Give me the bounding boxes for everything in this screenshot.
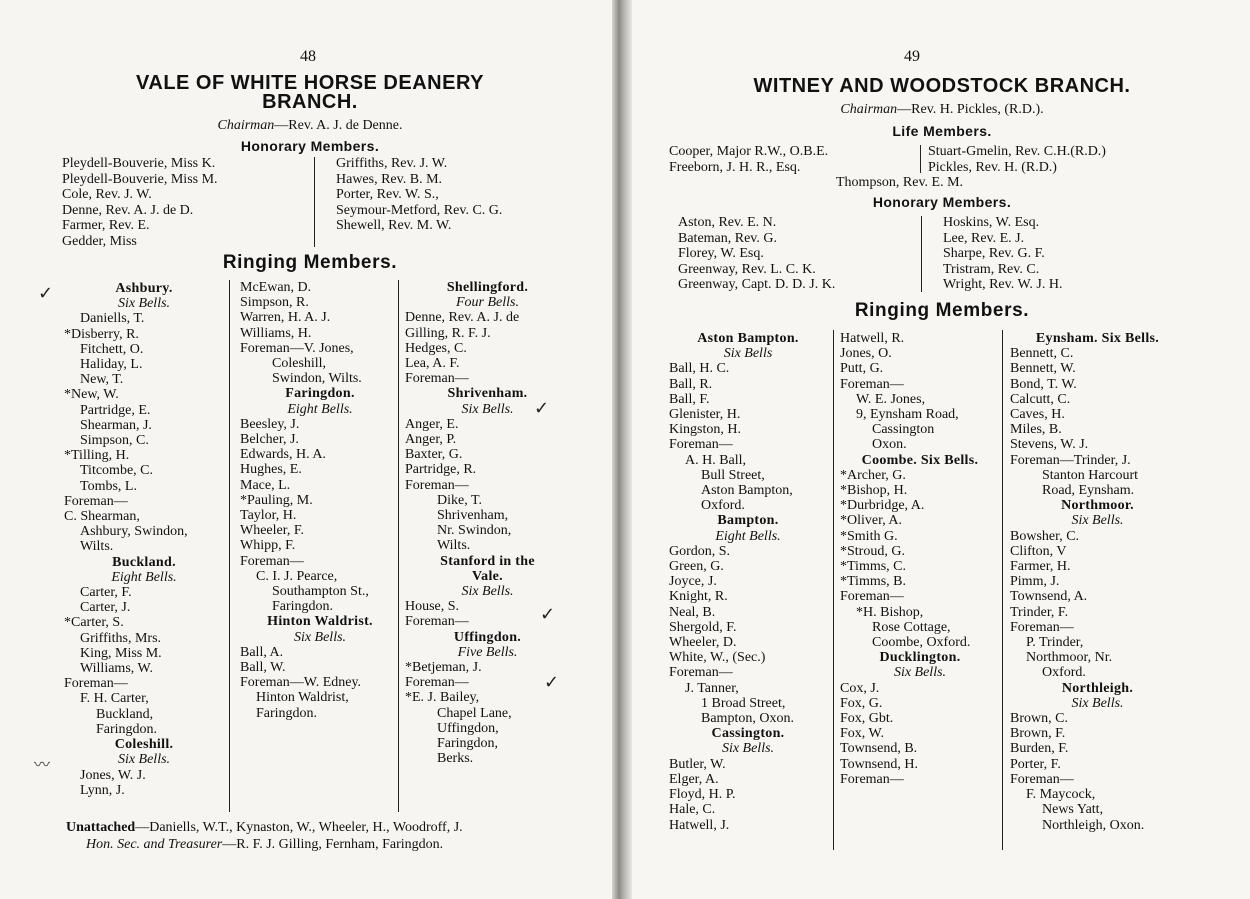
bell-count: Six Bells. (893, 665, 947, 681)
member-entry: Aston, Rev. E. N. (678, 215, 777, 230)
member-entry: Lea, A. F. (405, 356, 460, 372)
secretary-label: Hon. Sec. and Treasurer (86, 837, 223, 852)
member-entry: Aston Bampton, (701, 483, 793, 499)
member-entry: Fox, Gbt. (840, 711, 894, 727)
member-entry: C. I. J. Pearce, (256, 568, 338, 584)
member-entry: Hoskins, W. Esq. (943, 215, 1040, 230)
member-entry: Elger, A. (669, 771, 719, 787)
member-entry: Jones, O. (840, 346, 892, 362)
honorary-list-right (943, 215, 1062, 293)
member-entry: *Durbridge, A. (840, 498, 925, 514)
column-divider (314, 157, 315, 247)
member-entry: Porter, F. (1010, 756, 1061, 772)
member-entry: Wright, Rev. W. J. H. (943, 277, 1063, 292)
page-number: 48 (300, 48, 316, 65)
member-entry: J. Tanner, (685, 680, 739, 696)
member-entry: Shergold, F. (669, 619, 737, 635)
column-divider (921, 216, 922, 292)
member-entry: Simpson, R. (240, 295, 309, 311)
member-entry: King, Miss M. (80, 645, 162, 661)
member-entry: Carter, J. (80, 600, 131, 616)
member-entry: Ball, H. C. (669, 361, 730, 377)
bell-count: Eight Bells. (287, 401, 353, 417)
honorary-list-left (62, 156, 218, 249)
member-entry: Anger, P. (405, 432, 457, 448)
member-entry: Foreman— (669, 437, 733, 453)
member-entry: Lee, Rev. E. J. (943, 230, 1025, 246)
member-entry: Bond, T. W. (1010, 376, 1077, 392)
member-entry: Daniells, T. (80, 311, 145, 327)
bell-count: Five Bells. (457, 644, 518, 660)
honorary-list-left (678, 215, 835, 293)
bell-count: Six Bells. (461, 401, 514, 417)
member-entry: Lynn, J. (80, 782, 125, 798)
member-entry: Foreman— (405, 675, 469, 691)
member-entry: Neal, B. (669, 604, 716, 620)
member-entry: *Bishop, H. (840, 483, 908, 499)
member-entry: *Timms, B. (840, 574, 907, 590)
member-entry: Foreman— (840, 771, 904, 787)
member-entry: Cooper, Major R.W., O.B.E. (669, 144, 829, 159)
member-entry: Burden, F. (1010, 741, 1069, 757)
branch-title (60, 74, 560, 112)
member-entry: Nr. Swindon, (437, 523, 512, 539)
member-entry: Edwards, H. A. (240, 447, 326, 463)
member-entry: F. Maycock, (1026, 787, 1096, 803)
member-entry: Ball, F. (669, 391, 710, 407)
member-entry: New, T. (80, 372, 124, 388)
tower-name: Buckland. (112, 554, 176, 570)
member-entry: Bull Street, (701, 467, 765, 483)
member-entry: Foreman— (64, 493, 128, 509)
member-entry: Oxford. (1042, 665, 1086, 681)
chairman-label: Chairman (217, 118, 275, 133)
bell-count: Six Bells. (721, 741, 775, 757)
bell-count: Six Bells. (461, 584, 514, 600)
member-entry: Calcutt, C. (1010, 391, 1071, 407)
member-entry: *New, W. (64, 387, 119, 403)
bell-count: Four Bells. (456, 295, 519, 311)
member-entry: Fox, G. (840, 695, 883, 711)
member-entry: Gilling, R. F. J. (405, 325, 491, 341)
member-entry: Ashbury, Swindon, (80, 524, 188, 540)
member-entry: Anger, E. (405, 416, 459, 432)
member-entry: Hatwell, R. (840, 331, 905, 346)
member-entry: Hedges, C. (405, 340, 467, 356)
member-entry: Bampton, Oxon. (701, 711, 794, 727)
member-entry: Foreman—V. Jones, (240, 340, 354, 356)
member-entry: *Pauling, M. (240, 492, 313, 508)
book-gutter (612, 0, 632, 899)
member-entry: Foreman— (1010, 771, 1074, 787)
member-entry: *Archer, G. (840, 467, 906, 483)
member-entry: Pleydell-Bouverie, Miss M. (62, 171, 218, 187)
member-entry: *Oliver, A. (840, 513, 903, 529)
unattached-label: Unattached (66, 820, 136, 835)
column-divider (1002, 330, 1003, 850)
chairman-line (672, 102, 1212, 118)
column-divider (229, 280, 230, 812)
member-entry: Hughes, E. (240, 462, 302, 478)
member-entry: Oxford. (701, 498, 745, 514)
member-entry: A. H. Ball, (685, 452, 747, 468)
member-entry: Fox, W. (840, 726, 884, 742)
member-entry: Northleigh, Oxon. (1042, 817, 1145, 833)
member-entry: *Disberry, R. (64, 326, 139, 342)
member-entry: Butler, W. (669, 756, 726, 772)
member-entry: Ball, W. (240, 660, 286, 676)
column-divider (398, 280, 399, 812)
ringing-column-2 (840, 331, 1000, 787)
member-entry: Griffiths, Mrs. (80, 630, 162, 646)
pencil-tick-mark: ✓ (534, 398, 550, 419)
member-entry: Faringdon. (272, 599, 334, 615)
life-list-left (669, 144, 828, 175)
member-entry: Glenister, H. (669, 407, 741, 423)
member-entry: Brown, C. (1010, 711, 1068, 727)
member-entry: Fitchett, O. (80, 341, 144, 357)
member-entry: Stevens, W. J. (1010, 437, 1089, 453)
life-list-right (928, 144, 1106, 175)
left-page (0, 0, 612, 899)
branch-title: WITNEY AND WOODSTOCK BRANCH. (753, 75, 1131, 97)
member-entry: Wilts. (437, 538, 471, 554)
member-entry: Titcombe, C. (80, 463, 153, 479)
member-entry: Belcher, J. (240, 432, 299, 448)
member-entry: Stuart-Gmelin, Rev. C.H.(R.D.) (928, 144, 1106, 159)
pencil-tick-mark: ✓ (544, 672, 560, 693)
pencil-scribble-mark: 〰 (34, 755, 51, 774)
member-entry: Foreman— (64, 676, 128, 692)
member-entry: 1 Broad Street, (701, 695, 786, 711)
member-entry: Foreman—W. Edney. (240, 675, 362, 691)
member-entry: Porter, Rev. W. S., (336, 187, 439, 202)
bell-count: Six Bells. (1071, 695, 1124, 711)
right-page (632, 0, 1250, 899)
tower-name: Shrivenham. (447, 386, 528, 402)
member-entry: *H. Bishop, (856, 604, 924, 620)
member-entry: News Yatt, (1042, 802, 1104, 818)
column-divider (833, 330, 834, 850)
member-entry: Foreman— (240, 553, 304, 569)
member-entry: F. H. Carter, (80, 691, 149, 707)
member-entry: Hinton Waldrist, (256, 690, 349, 706)
member-entry: Freeborn, J. H. R., Esq. (669, 159, 801, 175)
tower-name: Ashbury. (115, 281, 173, 296)
member-entry: Joyce, J. (669, 574, 717, 590)
member-entry: Baxter, G. (405, 447, 463, 463)
unattached-line (66, 820, 463, 836)
chairman-line (60, 118, 560, 134)
tower-name: Northleigh. (1061, 680, 1134, 696)
life-member-center: Thompson, Rev. E. M. (836, 175, 964, 190)
member-entry: *E. J. Bailey, (405, 690, 480, 706)
member-entry: Ball, R. (669, 376, 713, 392)
member-entry: Wilts. (80, 539, 114, 555)
member-entry: Chapel Lane, (437, 705, 512, 721)
member-entry: Williams, H. (240, 325, 312, 341)
member-entry: Beesley, J. (240, 416, 300, 432)
member-entry: Bateman, Rev. G. (678, 230, 778, 246)
member-entry: Sharpe, Rev. G. F. (943, 246, 1045, 261)
member-entry: P. Trinder, (1026, 635, 1084, 651)
member-entry: White, W., (Sec.) (669, 650, 766, 666)
member-entry: Wheeler, D. (669, 635, 737, 651)
ringing-heading: Ringing Members. (854, 300, 1030, 321)
tower-name: Eynsham. Six Bells. (1035, 331, 1160, 346)
member-entry: Townsend, A. (1010, 589, 1088, 605)
honorary-heading: Honorary Members. (872, 194, 1012, 210)
member-entry: Denne, Rev. A. J. de (405, 310, 520, 326)
member-entry: Hatwell, J. (669, 817, 730, 833)
member-entry: W. E. Jones, (856, 391, 926, 407)
member-entry: Gedder, Miss (62, 233, 137, 249)
member-entry: Knight, R. (669, 589, 728, 605)
member-entry: Farmer, Rev. E. (62, 218, 150, 233)
member-entry: Miles, B. (1010, 422, 1062, 438)
member-entry: Rose Cottage, (872, 619, 951, 635)
member-entry: Northmoor, Nr. (1026, 650, 1113, 666)
member-entry: *Betjeman, J. (405, 660, 482, 676)
tower-name: Northmoor. (1061, 498, 1134, 514)
member-entry: Foreman— (405, 477, 469, 493)
member-entry: Partridge, R. (405, 462, 477, 478)
member-entry: *Carter, S. (64, 615, 124, 631)
chairman-name: —Rev. H. Pickles, (R.D.). (897, 102, 1044, 117)
ringing-heading: Ringing Members. (222, 252, 398, 273)
member-entry: Greenway, Capt. D. D. J. K. (678, 277, 836, 292)
member-entry: Putt, G. (840, 361, 884, 377)
column-divider (920, 145, 921, 173)
member-entry: Cox, J. (840, 680, 880, 696)
member-entry: Ball, A. (240, 644, 284, 660)
member-entry: Florey, W. Esq. (678, 246, 764, 261)
member-entry: *Tilling, H. (64, 448, 130, 464)
member-entry: Denne, Rev. A. J. de D. (62, 202, 194, 218)
member-entry: Farmer, H. (1010, 559, 1071, 575)
member-entry: Gordon, S. (669, 543, 731, 559)
life-heading: Life Members. (892, 123, 992, 139)
member-entry: Wheeler, F. (240, 523, 305, 539)
member-entry: Tombs, L. (80, 478, 137, 494)
bell-count: Eight Bells. (111, 569, 177, 585)
member-entry: Foreman— (405, 614, 469, 630)
member-entry: Faringdon, (437, 736, 499, 752)
member-entry: Shewell, Rev. M. W. (336, 218, 452, 233)
member-entry: Simpson, C. (80, 433, 149, 449)
bell-count: Six Bells. (293, 629, 347, 645)
tower-name: Vale. (472, 568, 503, 584)
tower-name: Coombe. Six Bells. (861, 452, 979, 468)
member-entry: Jones, W. J. (80, 767, 146, 783)
member-entry: Uffingdon, (437, 720, 499, 736)
tower-name: Coleshill. (114, 737, 174, 753)
member-entry: Pimm, J. (1010, 574, 1060, 590)
ringing-column-1 (669, 331, 827, 833)
member-entry: Hawes, Rev. B. M. (336, 171, 443, 187)
member-entry: Oxon. (872, 437, 907, 453)
member-entry: Foreman—Trinder, J. (1010, 452, 1131, 468)
ringing-column-3 (1010, 331, 1185, 833)
bell-count: Six Bells. (117, 296, 171, 312)
member-entry: Trinder, F. (1010, 604, 1069, 620)
member-entry: Shearman, J. (80, 417, 152, 433)
ringing-column-2 (240, 280, 400, 721)
member-entry: Warren, H. A. J. (240, 310, 331, 326)
member-entry: McEwan, D. (240, 280, 312, 295)
member-entry: Foreman— (405, 371, 469, 387)
honorary-list-right (336, 156, 502, 234)
member-entry: Foreman— (1010, 619, 1074, 635)
secretary-line (86, 837, 443, 853)
bell-count: Six Bells (723, 346, 773, 362)
tower-name: Stanford in the (440, 553, 535, 569)
member-entry: Griffiths, Rev. J. W. (336, 156, 448, 171)
member-entry: Townsend, B. (840, 741, 918, 757)
unattached-names: —Daniells, W.T., Kynaston, W., Wheeler, H., Woodroff, J. (135, 820, 463, 835)
member-entry: Williams, W. (80, 661, 153, 677)
pencil-tick-mark: ✓ (540, 604, 556, 625)
member-entry: House, S. (405, 599, 460, 615)
member-entry: Buckland, (96, 706, 154, 722)
ringing-column-3 (405, 280, 570, 767)
tower-name: Faringdon. (285, 386, 355, 402)
secretary-name: —R. F. J. Gilling, Fernham, Faringdon. (222, 837, 444, 852)
member-entry: *Timms, C. (840, 559, 907, 575)
member-entry: Hale, C. (669, 802, 716, 818)
member-entry: Kingston, H. (669, 422, 741, 438)
member-entry: Foreman— (669, 665, 733, 681)
member-entry: Floyd, H. P. (669, 787, 736, 803)
member-entry: *Stroud, G. (840, 543, 905, 559)
member-entry: Carter, F. (80, 585, 132, 601)
member-entry: Haliday, L. (80, 357, 143, 373)
member-entry: Townsend, H. (840, 756, 918, 772)
bell-count: Six Bells. (117, 752, 171, 768)
member-entry: Tristram, Rev. C. (943, 261, 1040, 277)
member-entry: Foreman— (840, 589, 904, 605)
member-entry: Mace, L. (240, 477, 291, 493)
tower-name: Hinton Waldrist. (267, 614, 373, 630)
honorary-heading: Honorary Members. (240, 138, 380, 154)
tower-name: Bampton. (717, 513, 779, 529)
tower-name: Ducklington. (879, 650, 961, 666)
member-entry: 9, Eynsham Road, (856, 407, 959, 423)
member-entry: Caves, H. (1010, 407, 1065, 423)
tower-name: Cassington. (711, 726, 785, 742)
tower-name: Uffingdon. (453, 629, 522, 645)
member-entry: Clifton, V (1010, 543, 1067, 559)
page-number: 49 (904, 48, 920, 65)
title-line: VALE OF WHITE HORSE DEANERY (136, 72, 484, 94)
member-entry: Foreman— (840, 376, 904, 392)
member-entry: Greenway, Rev. L. C. K. (678, 261, 816, 277)
member-entry: Whipp, F. (240, 538, 296, 554)
member-entry: Stanton Harcourt (1042, 467, 1139, 483)
member-entry: Taylor, H. (240, 508, 297, 524)
member-entry: Seymour-Metford, Rev. C. G. (336, 202, 503, 218)
member-entry: Dike, T. (437, 492, 482, 508)
member-entry: Berks. (437, 751, 474, 767)
member-entry: Coleshill, (272, 356, 327, 372)
bell-count: Eight Bells. (715, 528, 781, 544)
member-entry: Green, G. (669, 559, 724, 575)
member-entry: Road, Eynsham. (1042, 483, 1135, 499)
ringing-column-1 (64, 281, 224, 798)
title-line: BRANCH. (262, 91, 358, 113)
member-entry: Coombe, Oxford. (872, 635, 971, 651)
member-entry: Southampton St., (272, 584, 369, 600)
member-entry: Brown, F. (1010, 726, 1066, 742)
chairman-label: Chairman (840, 102, 898, 117)
member-entry: Faringdon. (256, 705, 318, 721)
member-entry: Cassington (872, 422, 935, 438)
member-entry: Bennett, C. (1010, 346, 1074, 362)
tower-name: Aston Bampton. (697, 331, 799, 346)
member-entry: *Smith G. (840, 528, 898, 544)
member-entry: Bowsher, C. (1010, 528, 1080, 544)
member-entry: Partridge, E. (80, 402, 151, 418)
member-entry: Pleydell-Bouverie, Miss K. (62, 156, 216, 171)
member-entry: Cole, Rev. J. W. (62, 187, 152, 202)
member-entry: Faringdon. (96, 721, 158, 737)
member-entry: Swindon, Wilts. (272, 371, 362, 387)
tower-name: Shellingford. (446, 280, 529, 295)
member-entry: Shrivenham, (437, 508, 509, 524)
member-entry: C. Shearman, (64, 509, 140, 525)
pencil-tick-mark: ✓ (38, 283, 54, 304)
member-entry: Pickles, Rev. H. (R.D.) (928, 159, 1057, 175)
chairman-name: —Rev. A. J. de Denne. (274, 118, 403, 133)
bell-count: Six Bells. (1071, 513, 1124, 529)
member-entry: Bennett, W. (1010, 361, 1076, 377)
